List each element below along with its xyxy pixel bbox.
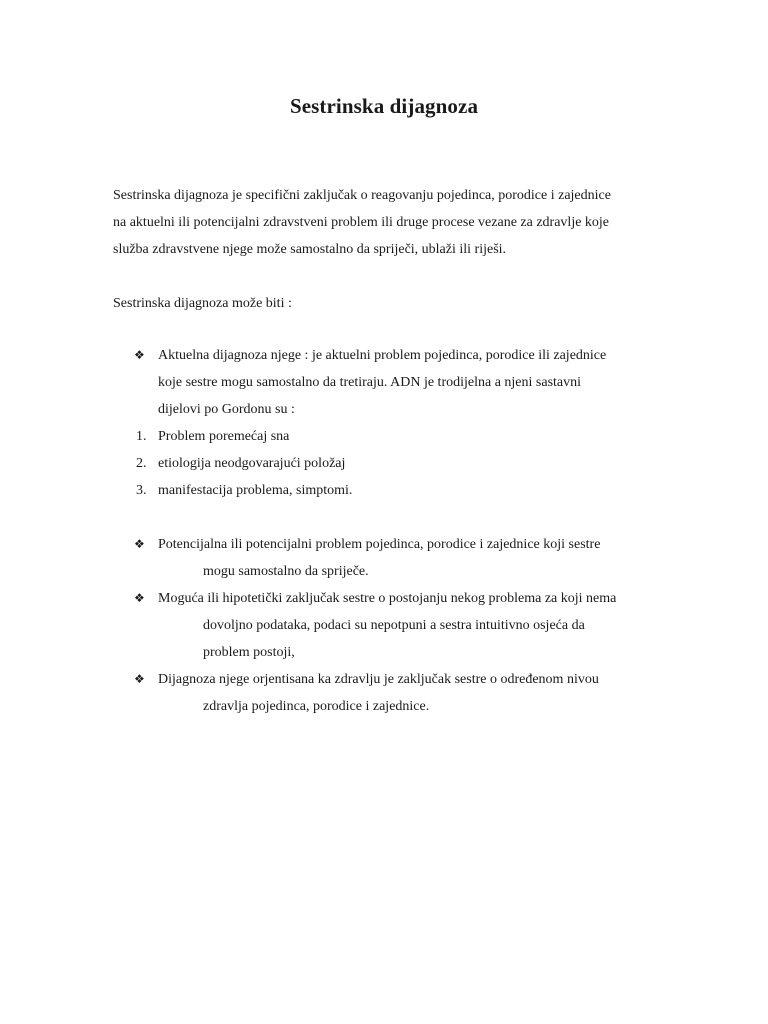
bullet-text: Aktuelna dijagnoza njege : je aktuelni problem pojedinca, porodice ili zajednice [158,348,607,363]
list-item-text: etiologija neodgovarajući položaj [158,456,346,471]
can-be-paragraph: Sestrinska dijagnoza može biti : [113,296,292,311]
list-item [136,423,636,450]
intro-line: služba zdravstvene njege može samostalno da spriječi, ublaži ili riješi. [113,242,507,257]
list-item-text: Problem poremećaj sna [158,429,290,444]
bullet-text: Moguća ili hipotetički zaključak sestre o postojanju nekog problema za koji nema [158,591,617,606]
list-item [136,450,636,477]
diamond-bullet-icon: ❖ [134,672,145,686]
intro-paragraph [113,182,658,263]
numbered-list [136,423,636,504]
document-title: Sestrinska dijagnoza [289,94,479,118]
diamond-bullet-icon: ❖ [134,537,145,551]
bullet-actual [134,342,664,423]
bullet-wellness [134,666,664,720]
bullet-potential [134,531,664,585]
diamond-bullet-icon: ❖ [134,348,145,362]
list-number: 3. [136,483,147,498]
bullet-text-cont: dijelovi po Gordonu su : [158,402,295,417]
bullet-text: Dijagnoza njege orjentisana ka zdravlju je zaključak sestre o određenom nivou [158,672,599,687]
list-item [136,477,636,504]
bullet-text-cont: zdravlja pojedinca, porodice i zajednice. [203,699,430,714]
intro-line: Sestrinska dijagnoza je specifični zaključak o reagovanju pojedinca, porodice i zajednice [113,188,611,203]
list-number: 1. [136,429,147,444]
bullet-text: Potencijalna ili potencijalni problem pojedinca, porodice i zajednice koji sestre [158,537,601,552]
bullet-text-cont: koje sestre mogu samostalno da tretiraju. ADN je trodijelna a njeni sastavni [158,375,582,390]
bullet-text-cont: problem postoji, [203,645,295,660]
bullet-text-cont: mogu samostalno da spriječe. [203,564,369,579]
list-item-text: manifestacija problema, simptomi. [158,483,353,498]
bullet-text-cont: dovoljno podataka, podaci su nepotpuni a sestra intuitivno osjeća da [203,618,585,633]
intro-line: na aktuelni ili potencijalni zdravstveni problem ili druge procese vezane za zdravlje koje [113,215,610,230]
other-bullets [134,531,664,720]
diamond-bullet-icon: ❖ [134,591,145,605]
bullet-possible [134,585,664,666]
list-number: 2. [136,456,147,471]
